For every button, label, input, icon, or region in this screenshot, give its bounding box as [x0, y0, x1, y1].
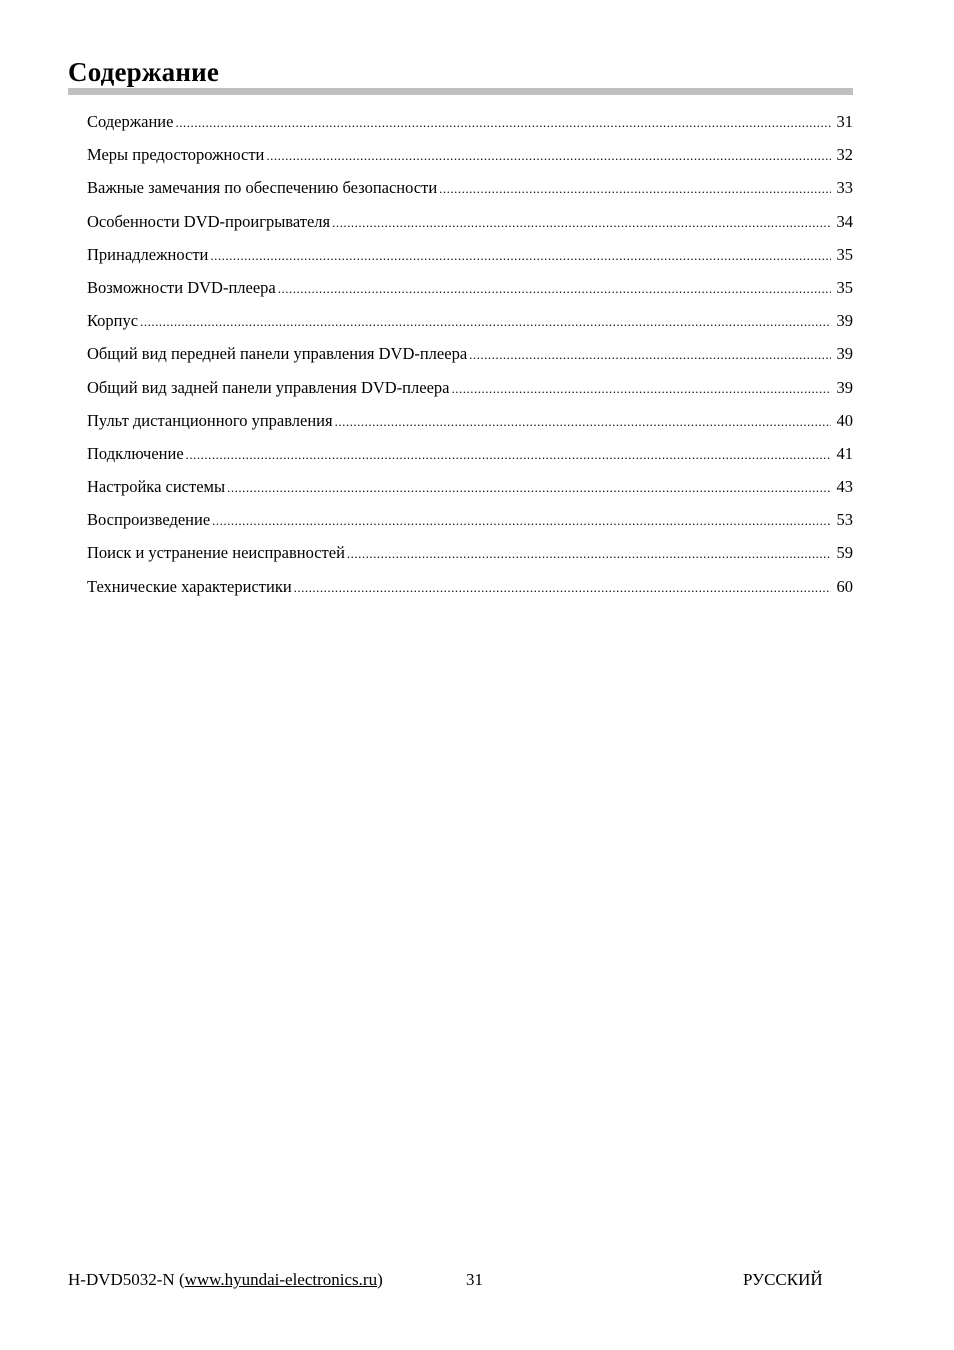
toc-leader-dots	[212, 504, 831, 537]
toc-entry[interactable]	[87, 171, 853, 204]
page-title: Содержание	[68, 57, 220, 87]
toc-entry-label: Технические характеристики	[87, 576, 292, 596]
toc-entry-label: Корпус	[87, 311, 139, 331]
footer-page-number: 31	[466, 1270, 483, 1289]
toc-entry[interactable]	[87, 205, 853, 238]
toc-entry-page: 33	[836, 178, 853, 198]
toc-entry-label: Меры предосторожности	[87, 145, 265, 165]
toc-entry-page: 32	[836, 145, 853, 165]
toc-entry[interactable]	[87, 337, 853, 370]
toc-entry-page: 53	[836, 510, 853, 530]
toc-entry-label: Содержание	[87, 112, 174, 131]
toc-leader-dots	[439, 172, 831, 205]
toc-entry-label: Воспроизведение	[87, 510, 211, 530]
toc-entry[interactable]	[87, 437, 853, 470]
toc-leader-dots	[140, 305, 831, 338]
toc-entry-label: Важные замечания по обеспечению безопасности	[87, 178, 438, 198]
toc-leader-dots	[332, 206, 831, 239]
footer-model	[68, 1268, 383, 1292]
toc-entry-label: Настройка системы	[87, 477, 226, 497]
footer-model-text: H-DVD5032-N (	[68, 1270, 185, 1289]
toc-entry-label: Особенности DVD-проигрывателя	[87, 211, 331, 231]
toc-entry-page: 60	[836, 576, 853, 596]
footer-model-close: )	[377, 1270, 383, 1289]
toc-entry[interactable]	[87, 536, 853, 569]
footer-language: РУССКИЙ	[743, 1270, 823, 1289]
toc-entry-page: 35	[836, 277, 853, 297]
toc-entry-page: 34	[836, 211, 853, 231]
toc-entry-page: 43	[836, 477, 853, 497]
toc-entry[interactable]	[87, 470, 853, 503]
title-rule	[68, 88, 853, 95]
toc-entry[interactable]	[87, 371, 853, 404]
toc-leader-dots	[210, 239, 831, 272]
toc-leader-dots	[266, 139, 831, 172]
website-link[interactable]: www.hyundai-electronics.ru	[184, 1270, 378, 1289]
toc-entry-label: Пульт дистанционного управления	[87, 410, 333, 430]
toc-leader-dots	[451, 372, 831, 405]
toc-entry-label: Общий вид передней панели управления DVD-плеера	[87, 344, 468, 364]
toc-entry-label: Возможности DVD-плеера	[87, 277, 276, 297]
toc-leader-dots	[469, 338, 831, 371]
toc-entry-page: 31	[836, 112, 853, 131]
toc-entry[interactable]	[87, 238, 853, 271]
toc-leader-dots	[294, 571, 831, 604]
toc-entry-label: Подключение	[87, 443, 184, 463]
toc-entry-page: 39	[836, 377, 853, 397]
toc-entry-page: 59	[836, 543, 853, 563]
table-of-contents	[87, 105, 853, 603]
toc-entry-label: Общий вид задней панели управления DVD-плеера	[87, 377, 450, 397]
toc-entry-page: 39	[836, 344, 853, 364]
toc-entry-page: 41	[836, 443, 853, 463]
toc-entry[interactable]	[87, 304, 853, 337]
toc-leader-dots	[278, 272, 831, 305]
toc-entry[interactable]	[87, 105, 853, 138]
toc-leader-dots	[335, 405, 831, 438]
toc-entry-page: 40	[836, 410, 853, 430]
toc-leader-dots	[227, 471, 831, 504]
toc-entry[interactable]	[87, 503, 853, 536]
toc-entry[interactable]	[87, 404, 853, 437]
toc-entry[interactable]	[87, 570, 853, 603]
toc-entry-label: Принадлежности	[87, 244, 209, 264]
toc-leader-dots	[175, 106, 831, 139]
toc-entry-label: Поиск и устранение неисправностей	[87, 543, 345, 563]
toc-leader-dots	[347, 537, 831, 570]
toc-leader-dots	[186, 438, 831, 471]
toc-entry[interactable]	[87, 138, 853, 171]
toc-entry-page: 39	[836, 311, 853, 331]
toc-entry[interactable]	[87, 271, 853, 304]
toc-entry-page: 35	[836, 244, 853, 264]
